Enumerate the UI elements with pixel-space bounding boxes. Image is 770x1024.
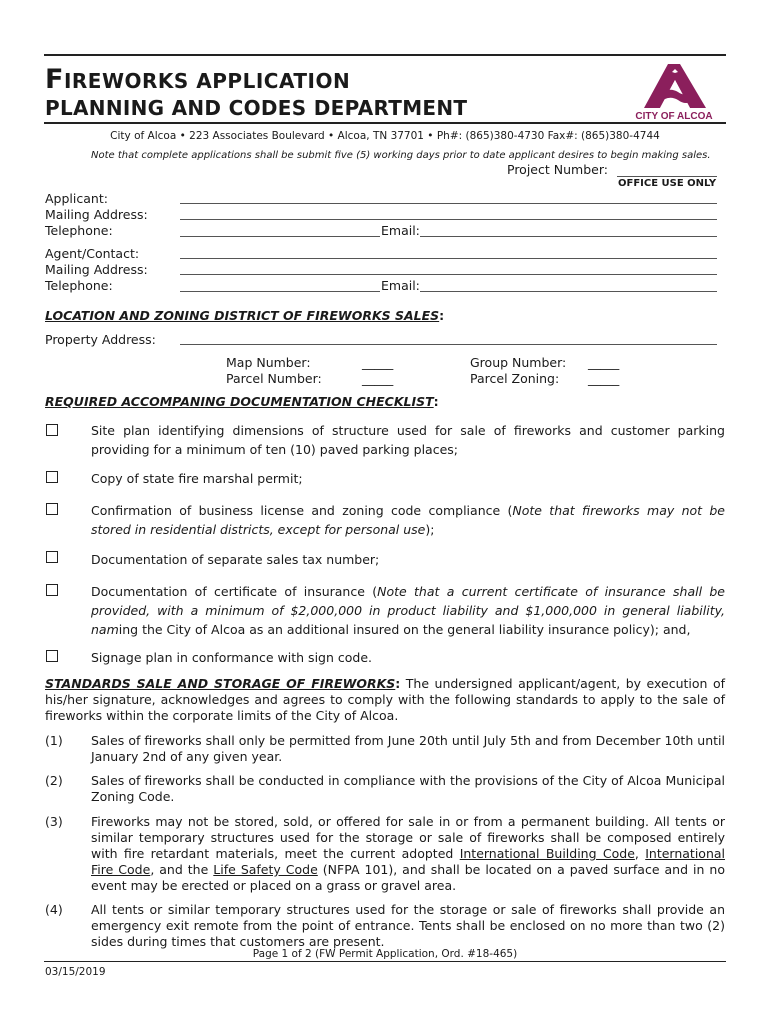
footer-rule <box>44 961 726 962</box>
project-number-label: Project Number: <box>507 162 608 177</box>
item3-part-a: Confirmation of business license and zoning code compliance ( <box>91 503 513 518</box>
applicant-email-field[interactable] <box>420 236 717 237</box>
project-number-field[interactable] <box>617 176 717 177</box>
standards-heading-colon: : <box>395 676 401 691</box>
checkbox-business-license[interactable] <box>46 503 58 515</box>
agent-field[interactable] <box>180 258 717 259</box>
page-subtitle: PLANNING AND CODES DEPARTMENT <box>45 96 468 120</box>
logo-text: CITY OF ALCOA <box>635 111 713 122</box>
city-of-alcoa-logo <box>620 58 728 122</box>
standards-heading: STANDARDS SALE AND STORAGE OF FIREWORKS <box>45 676 396 691</box>
standard-3-text <box>91 814 725 894</box>
title-first-letter: F <box>45 64 64 95</box>
checkbox-signage[interactable] <box>46 650 58 662</box>
group-number-label: Group Number: <box>470 355 567 370</box>
property-address-field[interactable] <box>180 344 717 345</box>
agent-mailing-label: Mailing Address: <box>45 262 148 277</box>
submission-note: Note that complete applications shall be submit five (5) working days prior to date applicant desires to begin making sales. <box>91 150 711 161</box>
parcel-number-field[interactable]: _____ <box>362 371 394 386</box>
page-footer-text: Page 1 of 2 (FW Permit Application, Ord. #18-465) <box>252 948 518 960</box>
checklist-heading-text: REQUIRED ACCOMPANING DOCUMENTATION CHECKLIST <box>45 394 434 409</box>
item5-part-c: ing the City of Alcoa as an additional insured on the general liability insurance policy); and, <box>118 622 691 637</box>
standard-3-part-a: Fireworks may not be stored, sold, or offered for sale in or from a permanent building. All tents or similar temporary structures used for the storage or sale of fireworks shall be composed entirely with fire retardant materials, meet the current adopted <box>91 814 725 861</box>
agent-email-label: Email: <box>381 278 420 293</box>
parcel-zoning-field[interactable]: _____ <box>588 371 620 386</box>
map-number-label: Map Number: <box>226 355 311 370</box>
location-heading-colon: : <box>439 308 445 323</box>
applicant-label: Applicant: <box>45 191 108 206</box>
office-use-label: OFFICE USE ONLY <box>618 178 717 189</box>
map-number-field[interactable]: _____ <box>362 355 394 370</box>
standard-3-number: (3) <box>45 814 63 829</box>
top-rule <box>44 54 726 56</box>
parcel-zoning-label: Parcel Zoning: <box>470 371 560 386</box>
item3-part-b: Note that fireworks may not be stored in residential districts, except for personal use <box>91 503 726 537</box>
item3-part-c: ); <box>425 522 435 537</box>
applicant-mailing-label: Mailing Address: <box>45 207 148 222</box>
item5-part-a: Documentation of certificate of insurance ( <box>91 584 378 599</box>
standard-1-number: (1) <box>45 733 63 748</box>
location-heading <box>45 308 444 323</box>
international-fire-code-link: International Fire Code <box>91 846 726 877</box>
agent-telephone-field[interactable] <box>180 291 380 292</box>
checkbox-insurance[interactable] <box>46 584 58 596</box>
header-rule <box>44 122 726 124</box>
checkbox-sales-tax[interactable] <box>46 551 58 563</box>
group-number-field[interactable]: _____ <box>588 355 620 370</box>
standard-3-part-c: , and the <box>150 862 214 877</box>
applicant-mailing-field[interactable] <box>180 219 717 220</box>
standard-3-part-d: (NFPA 101), and shall be located on a paved surface and in no event may be erected or placed on a grass or gravel area. <box>91 862 725 893</box>
applicant-email-label: Email: <box>381 223 420 238</box>
agent-email-field[interactable] <box>420 291 717 292</box>
checklist-item-site-plan: Site plan identifying dimensions of structure used for sale of fireworks and customer parking providing for a minimum of ten (10) paved parking places; <box>91 423 725 457</box>
property-address-label: Property Address: <box>45 332 156 347</box>
standard-2-number: (2) <box>45 773 63 788</box>
checklist-heading-colon: : <box>433 394 439 409</box>
agent-mailing-field[interactable] <box>180 274 717 275</box>
checklist-item-signage: Signage plan in conformance with sign code. <box>91 650 372 665</box>
applicant-field[interactable] <box>180 203 717 204</box>
location-heading-text: LOCATION AND ZONING DISTRICT OF FIREWORKS SALES <box>45 308 440 323</box>
checkbox-fire-marshal[interactable] <box>46 471 58 483</box>
applicant-telephone-label: Telephone: <box>45 223 113 238</box>
standards-intro <box>45 676 725 724</box>
item5-part-b: Note that a current certificate of insurance shall be provided, with a minimum of $2,000,000 in product liability and $1,000,000 in general liability, nam <box>91 584 725 637</box>
checkbox-site-plan[interactable] <box>46 424 58 436</box>
international-building-code-link: International Building Code <box>459 846 635 861</box>
applicant-telephone-field[interactable] <box>180 236 380 237</box>
footer-date: 03/15/2019 <box>45 966 106 978</box>
checklist-heading <box>45 394 439 409</box>
parcel-number-label: Parcel Number: <box>226 371 322 386</box>
standard-1-text: Sales of fireworks shall only be permitted from June 20th until July 5th and from December 10th until January 2nd of any given year. <box>91 733 725 764</box>
agent-telephone-label: Telephone: <box>45 278 113 293</box>
standard-2-text: Sales of fireworks shall be conducted in compliance with the provisions of the City of Alcoa Municipal Zoning Code. <box>91 773 725 804</box>
standards-intro-text: The undersigned applicant/agent, by execution of his/her signature, acknowledges and agrees to comply with the following standards to apply to the sale of fireworks within the corporate limits of the City of Alcoa. <box>45 676 725 723</box>
standard-4-number: (4) <box>45 902 63 917</box>
title-rest: IREWORKS APPLICATION <box>63 69 351 93</box>
checklist-item-insurance <box>91 582 725 639</box>
life-safety-code-link: Life Safety Code <box>213 862 318 877</box>
contact-line: City of Alcoa • 223 Associates Boulevard • Alcoa, TN 37701 • Ph#: (865)380-4730 Fax#: (865)380-4744 <box>110 130 660 142</box>
page-title <box>45 64 350 95</box>
agent-label: Agent/Contact: <box>45 246 140 261</box>
checklist-item-fire-marshal: Copy of state fire marshal permit; <box>91 471 303 486</box>
checklist-item-business-license <box>91 501 725 539</box>
standard-4-text: All tents or similar temporary structures used for the storage or sale of fireworks shall provide an emergency exit remote from the point of entrance. Tents shall be enclosed on no more than two (2) sides during times that customers are present. <box>91 902 725 949</box>
checklist-item-sales-tax: Documentation of separate sales tax number; <box>91 552 380 567</box>
standard-3-part-b: , <box>634 846 646 861</box>
